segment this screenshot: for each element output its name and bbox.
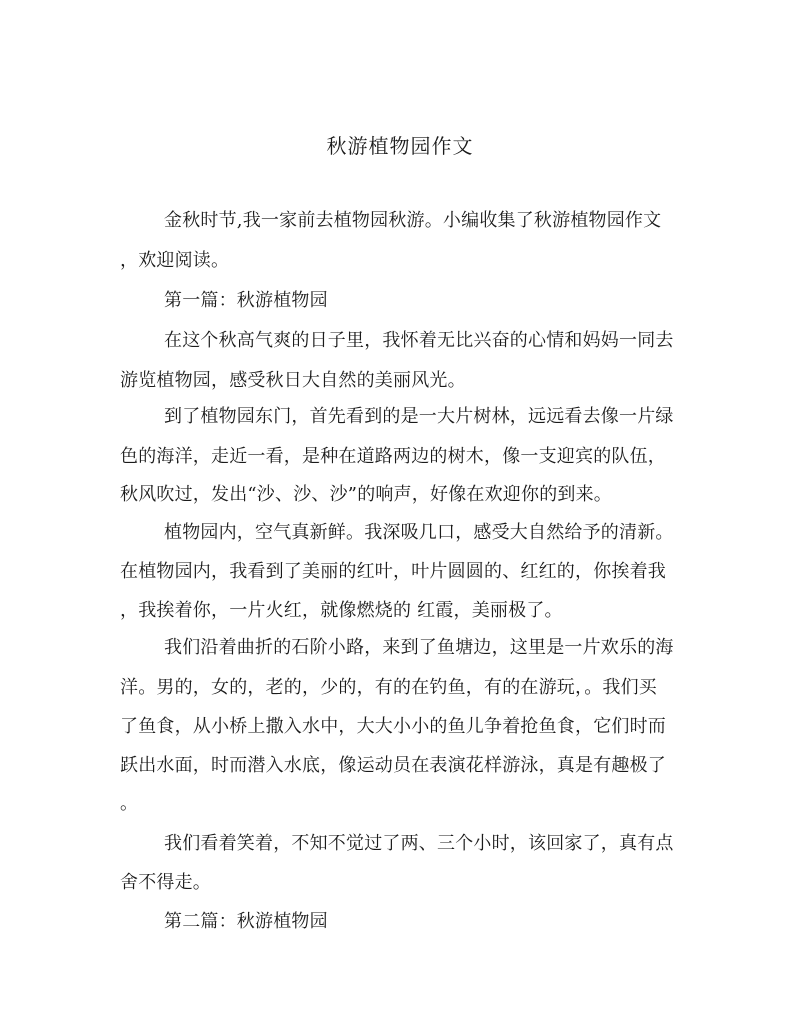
paragraph-5-line-2: 舍不得走。 [120,872,211,893]
paragraph-2-line-3: 秋风吹过，发出“沙、沙、沙”的响声，好像在欢迎你的到来。 [120,484,613,505]
intro-line-2: ，欢迎阅读。 [120,250,230,271]
paragraph-5-line-1: 我们看着笑着，不知不觉过了两、三个小时，该回家了，真有点 [164,833,674,854]
paragraph-3-line-2: 在植物园内，我看到了美丽的红叶，叶片圆圆的、红红的，你挨着我 [120,561,666,582]
section-heading-2: 第二篇：秋游植物园 [164,911,328,932]
paragraph-2-line-1: 到了植物园东门，首先看到的是一大片树林，远远看去像一片绿 [164,406,674,427]
paragraph-4-line-3: 了鱼食，从小桥上撒入水中，大大小小的鱼儿争着抢鱼食，它们时而 [120,716,666,737]
paragraph-4-line-1: 我们沿着曲折的石阶小路，来到了鱼塘边，这里是一片欢乐的海 [164,637,674,658]
paragraph-4-line-2: 洋。男的，女的，老的，少的，有的在钓鱼，有的在游玩，。我们买 [120,677,657,698]
paragraph-1-line-2: 游览植物园，感受秋日大自然的美丽风光。 [120,370,466,391]
paragraph-4-line-4: 跃出水面，时而潜入水底，像运动员在表演花样游泳，真是有趣极了 [120,755,666,776]
paragraph-1-line-1: 在这个秋高气爽的日子里，我怀着无比兴奋的心情和妈妈一同去 [164,330,674,351]
document-title: 秋游植物园作文 [326,134,474,158]
paragraph-4-line-5: 。 [120,793,139,814]
paragraph-3-line-3: ，我挨着你，一片火红，就像燃烧的 红霞，美丽极了。 [120,600,563,621]
paragraph-3-line-1: 植物园内，空气真新鲜。我深吸几口，感受大自然给予的清新。 [164,522,674,543]
section-heading-1: 第一篇：秋游植物园 [164,290,328,311]
paragraph-2-line-2: 色的海洋，走近一看，是种在道路两边的树木，像一支迎宾的队伍， [120,446,666,467]
intro-line-1: 金秋时节,我一家前去植物园秋游。小编收集了秋游植物园作文 [164,210,662,231]
